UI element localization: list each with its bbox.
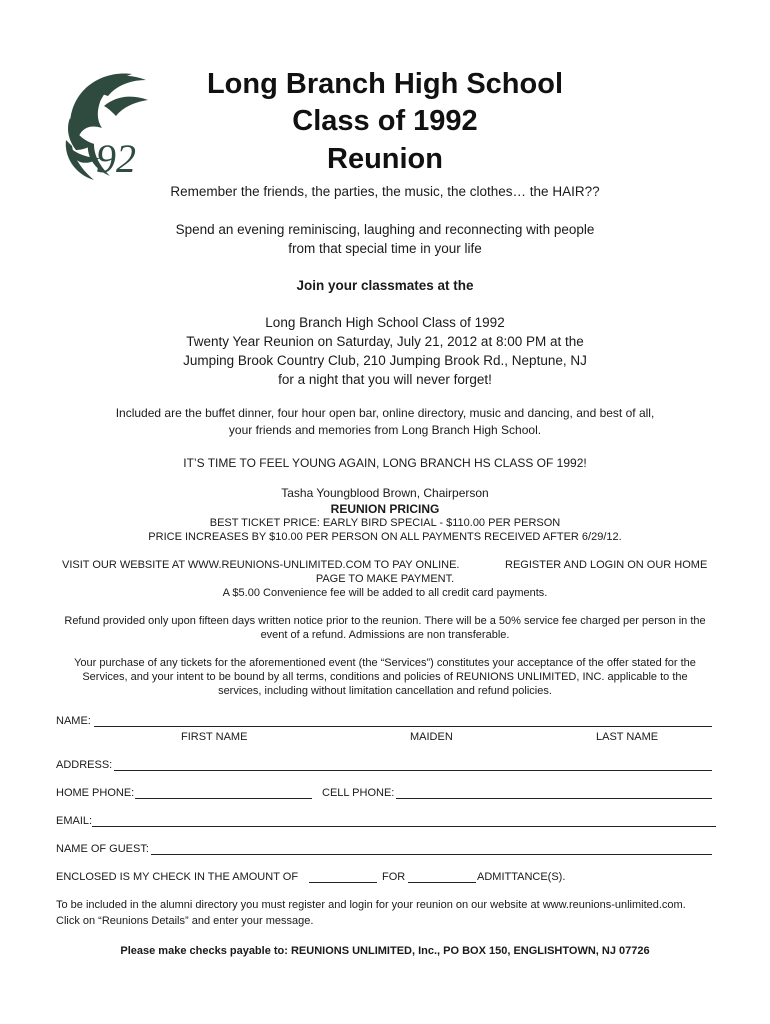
pricing-line-1: BEST TICKET PRICE: EARLY BIRD SPECIAL - $110.00 PER PERSON [209, 517, 561, 529]
email-label: EMAIL: [56, 815, 93, 827]
refund-line-2: event of a refund. Admissions are non transferable. [260, 629, 510, 641]
alumni-line-1: To be included in the alumni directory you must register and login for your reunion on our website at www.reunions-unlimited.com. [56, 899, 686, 911]
chairperson-text: Tasha Youngblood Brown, Chairperson [281, 486, 489, 500]
feel-young-text: IT’S TIME TO FEEL YOUNG AGAIN, LONG BRANCH HS CLASS OF 1992! [183, 456, 587, 470]
admittance-label: ADMITTANCE(S). [477, 871, 566, 883]
join-text: Join your classmates at the [296, 278, 474, 293]
spend-text-1: Spend an evening reminiscing, laughing and reconnecting with people [175, 222, 595, 237]
title-line-2: Class of 1992 [292, 105, 478, 137]
event-line-4: for a night that you will never forget! [278, 372, 492, 387]
home-phone-field[interactable] [135, 798, 312, 799]
included-line-2: your friends and memories from Long Branch High School. [228, 423, 542, 437]
event-line-1: Long Branch High School Class of 1992 [265, 315, 505, 330]
cell-phone-label: CELL PHONE: [322, 787, 395, 799]
cell-phone-field[interactable] [396, 798, 712, 799]
guest-label: NAME OF GUEST: [56, 843, 149, 855]
website-line-2: PAGE TO MAKE PAYMENT. [315, 573, 455, 585]
pricing-line-2: PRICE INCREASES BY $10.00 PER PERSON ON ALL PAYMENTS RECEIVED AFTER 6/29/12. [148, 531, 622, 543]
logo-number: 92 [96, 136, 136, 181]
convenience-fee-text: A $5.00 Convenience fee will be added to all credit card payments. [222, 587, 548, 599]
last-name-caption: LAST NAME [596, 731, 659, 743]
address-field[interactable] [114, 770, 712, 771]
terms-line-1: Your purchase of any tickets for the aforementioned event (the “Services”) constitutes your acceptance of the offer stated for the [74, 657, 696, 669]
enclosed-label: ENCLOSED IS MY CHECK IN THE AMOUNT OF [56, 871, 299, 883]
included-line-1: Included are the buffet dinner, four hour open bar, online directory, music and dancing, and best of all, [115, 406, 655, 420]
refund-line-1: Refund provided only upon fifteen days written notice prior to the reunion. There will be a 50% service fee charged per person in the [64, 615, 706, 627]
pricing-heading: REUNION PRICING [330, 502, 440, 516]
admittance-count-field[interactable] [408, 882, 476, 883]
first-name-caption: FIRST NAME [181, 731, 248, 743]
website-line-1a: VISIT OUR WEBSITE AT WWW.REUNIONS-UNLIMITED.COM TO PAY ONLINE. [62, 559, 460, 571]
spend-text-2: from that special time in your life [288, 241, 482, 256]
website-line-1b: REGISTER AND LOGIN ON OUR HOME [505, 559, 708, 571]
name-label: NAME: [56, 715, 91, 727]
event-line-3: Jumping Brook Country Club, 210 Jumping Brook Rd., Neptune, NJ [183, 353, 587, 368]
guest-field[interactable] [151, 854, 712, 855]
name-field[interactable] [94, 726, 712, 727]
checks-payable-text: Please make checks payable to: REUNIONS UNLIMITED, Inc., PO BOX 150, ENGLISHTOWN, NJ 07726 [120, 945, 650, 957]
home-phone-label: HOME PHONE: [56, 787, 135, 799]
event-line-2: Twenty Year Reunion on Saturday, July 21, 2012 at 8:00 PM at the [186, 334, 584, 349]
title-line-3: Reunion [327, 143, 443, 175]
address-label: ADDRESS: [56, 759, 113, 771]
terms-line-2: Services, and your intent to be bound by all terms, conditions and policies of REUNIONS UNLIMITED, INC. applicable to the [82, 671, 688, 683]
amount-field[interactable] [309, 882, 377, 883]
terms-line-3: services, including without limitation cancellation and refund policies. [218, 685, 552, 697]
alumni-line-2: Click on “Reunions Details” and enter your message. [56, 915, 314, 927]
title-line-1: Long Branch High School [206, 68, 564, 100]
remember-text: Remember the friends, the parties, the music, the clothes… the HAIR?? [170, 184, 600, 199]
email-field[interactable] [92, 826, 716, 827]
maiden-caption: MAIDEN [410, 731, 453, 743]
for-label: FOR [382, 871, 406, 883]
